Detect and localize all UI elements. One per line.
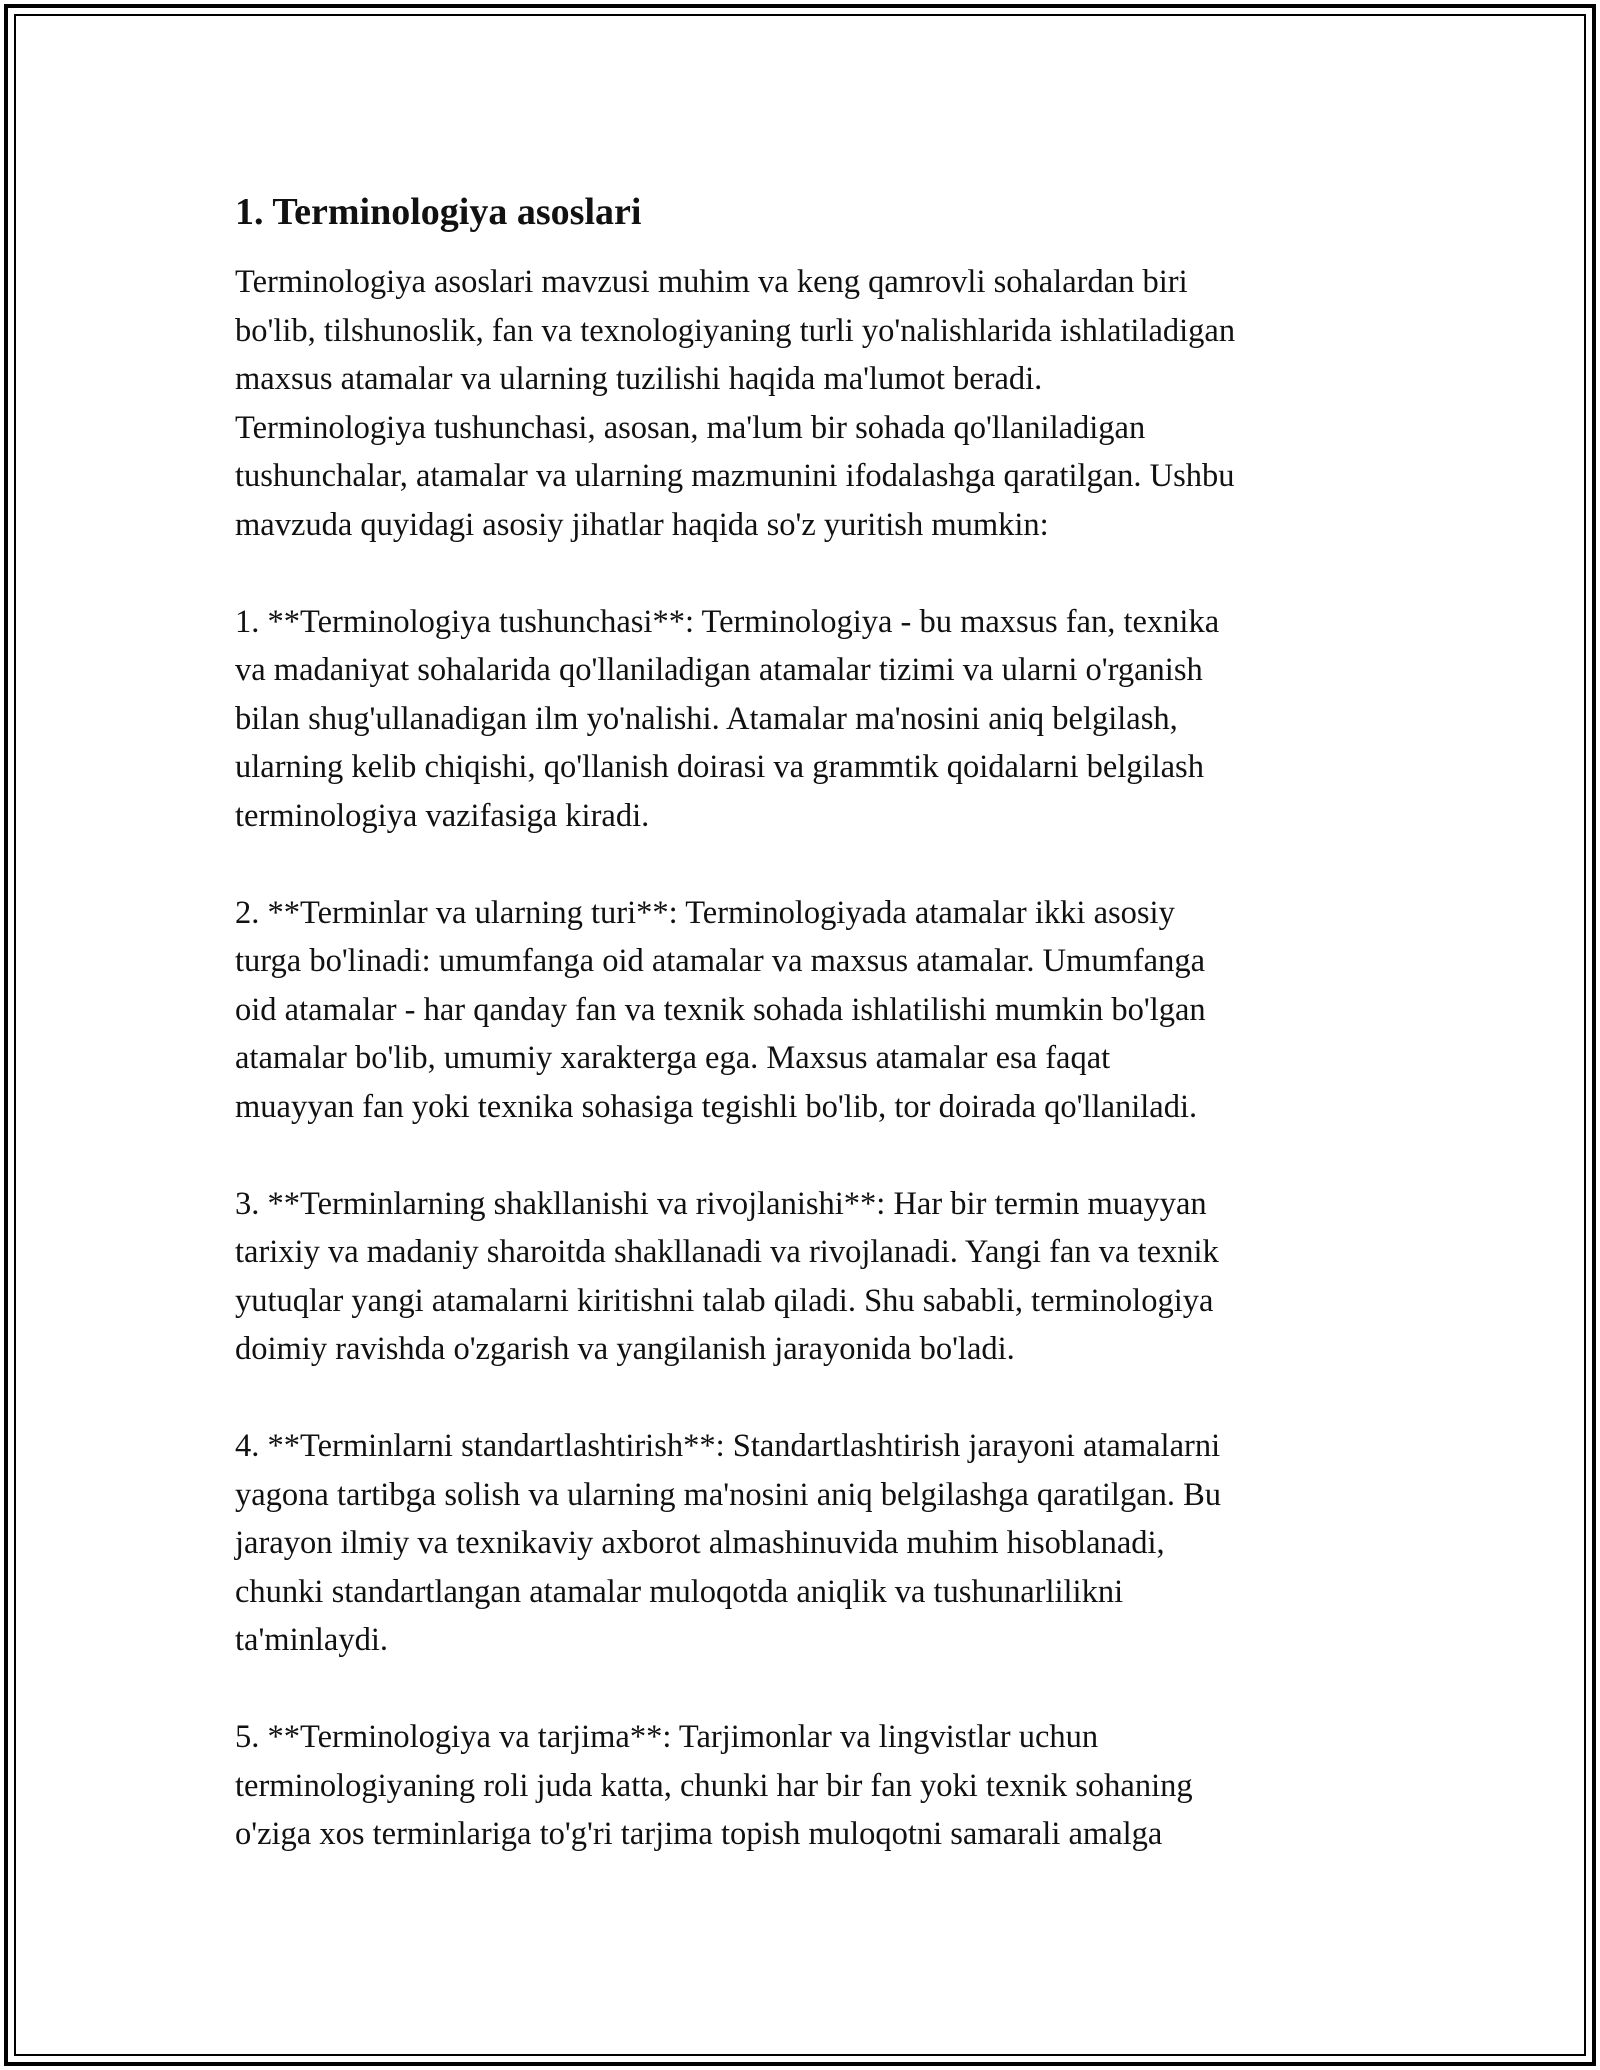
list-item-terminology-concept: 1. **Terminologiya tushunchasi**: Terminologiya - bu maxsus fan, texnika va madaniyat sohalarida qo'llaniladigan atamalar tizimi va ularni o'rganish bilan shug'ullanadigan ilm yo'nalishi. Atamalar ma'nosini aniq belgilash, ularning kelib chiqishi, qo'llanish doirasi va grammtik qoidalarni belgilash terminologiya vazifasiga kiradi.	[235, 603, 1220, 834]
list-item-terminology-translation: 5. **Terminologiya va tarjima**: Tarjimonlar va lingvistlar uchun terminologiyaning roli juda katta, chunki har bir fan yoki texnik sohaning o'ziga xos terminlariga to'g'ri tarjima topish muloqotni samarali amalga	[235, 1719, 1193, 1852]
list-item-term-standardization: 4. **Terminlarni standartlashtirish**: Standartlashtirish jarayoni atamalarni yagona tartibga solish va ularning ma'nosini aniq belgilashga qaratilgan. Bu jarayon ilmiy va texnikaviy axborot almashinuvida muhim hisoblanadi, chunki standartlangan atamalar muloqotda aniqlik va tushunarlilikni ta'minlaydi.	[235, 1428, 1222, 1658]
intro-paragraph: Terminologiya asoslari mavzusi muhim va keng qamrovli sohalardan biri bo'lib, tilshunoslik, fan va texnologiyaning turli yo'nalishlarida ishlatiladigan maxsus atamalar va ularning tuzilishi haqida ma'lumot beradi. Terminologiya tushunchasi, asosan, ma'lum bir sohada qo'llaniladigan tushunchalar, atamalar va ularning mazmunini ifodalashga qaratilgan. Ushbu mavzuda quyidagi asosiy jihatlar haqida so'z yuritish mumkin:	[235, 264, 1236, 543]
document-body	[235, 188, 1380, 1859]
section-heading: 1. Terminologiya asoslari	[235, 191, 642, 233]
list-item-term-formation: 3. **Terminlarning shakllanishi va rivojlanishi**: Har bir termin muayyan tarixiy va madaniy sharoitda shakllanadi va rivojlanadi. Yangi fan va texnik yutuqlar yangi atamalarni kiritishni talab qiladi. Shu sababli, terminologiya doimiy ravishda o'zgarish va yangilanish jarayonida bo'ladi.	[235, 1185, 1219, 1367]
list-item-term-types: 2. **Terminlar va ularning turi**: Terminologiyada atamalar ikki asosiy turga bo'linadi: umumfanga oid atamalar va maxsus atamalar. Umumfanga oid atamalar - har qanday fan va texnik sohada ishlatilishi mumkin bo'lgan atamalar bo'lib, umumiy xarakterga ega. Maxsus atamalar esa faqat muayyan fan yoki texnika sohasiga tegishli bo'lib, tor doirada qo'llaniladi.	[235, 894, 1206, 1125]
